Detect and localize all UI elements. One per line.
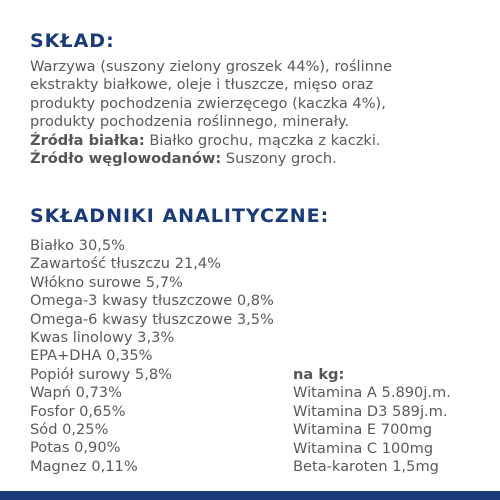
vitamin-item: Witamina A 5.890j.m. [293,384,451,402]
analytical-item: Omega-6 kwasy tłuszczowe 3,5% [30,310,274,328]
vitamin-item: Witamina D3 589j.m. [293,402,448,420]
composition-line: ekstrakty białkowe, oleje i tłuszcze, mięso oraz [30,76,374,94]
analytical-item: Włókno surowe 5,7% [30,273,183,291]
vitamin-item: Beta-karoten 1,5mg [293,458,439,476]
analytical-item: Wapń 0,73% [30,384,122,402]
protein-source-value: Białko grochu, mączka z kaczki. [144,131,381,149]
composition-text [30,58,485,168]
bottom-accent-bar [0,491,500,500]
analytical-item: Popiół surowy 5,8% [30,365,172,383]
per-kg-label: na kg: [293,366,345,383]
vitamin-item: Witamina E 700mg [293,421,433,439]
analytical-list [30,237,274,476]
vitamins-list [293,366,451,476]
composition-heading: SKŁAD: [30,30,115,52]
composition-line: produkty pochodzenia zwierzęcego (kaczka 4%), [30,94,386,112]
vitamin-item: Witamina C 100mg [293,439,434,457]
analytical-item: Białko 30,5% [30,237,126,254]
analytical-item: Sód 0,25% [30,421,109,439]
composition-line: produkty pochodzenia roślinnego, minerały. [30,113,350,131]
composition-line: Warzywa (suszony zielony groszek 44%), roślinne [30,58,393,75]
protein-source-label: Źródła białka: [30,131,145,149]
carb-source-label: Źródło węglowodanów: [30,150,222,168]
analytical-item: Omega-3 kwasy tłuszczowe 0,8% [30,292,274,310]
carb-source-value: Suszony groch. [221,150,337,168]
analytical-item: Magnez 0,11% [30,457,138,475]
analytical-item: Potas 0,90% [30,439,121,457]
analytical-item: Fosfor 0,65% [30,402,126,420]
analytical-heading: SKŁADNIKI ANALITYCZNE: [30,205,330,227]
analytical-item: Kwas linolowy 3,3% [30,329,175,347]
analytical-item: Zawartość tłuszczu 21,4% [30,255,222,273]
analytical-item: EPA+DHA 0,35% [30,347,153,365]
